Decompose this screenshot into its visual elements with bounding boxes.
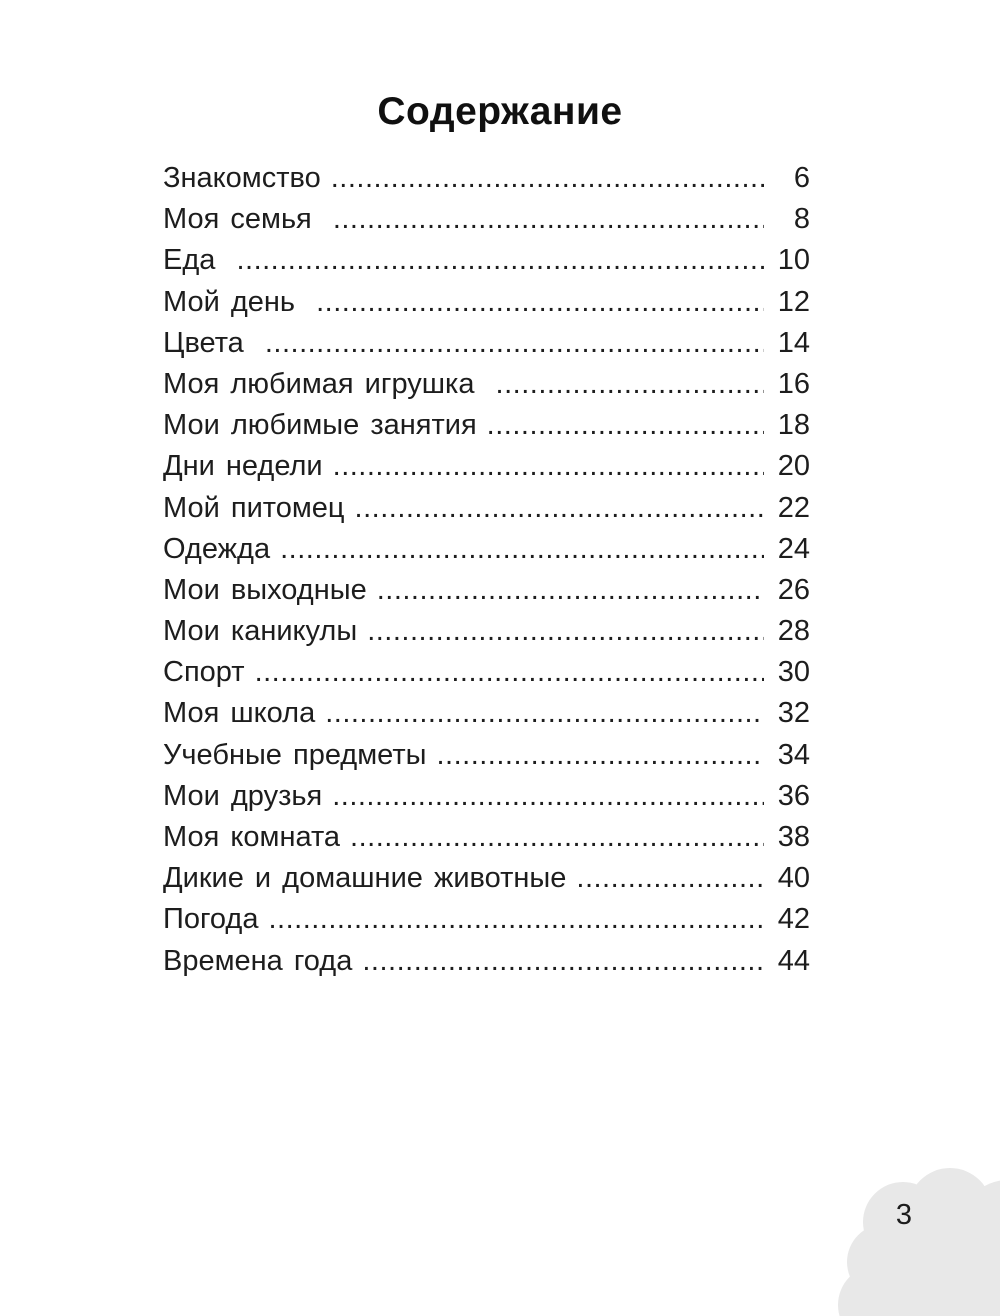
toc-entry-label: Цвета	[163, 326, 255, 359]
toc-entry-page: 30	[777, 656, 810, 689]
toc-entry-label: Мои каникулы	[163, 615, 358, 648]
toc-entry-label: Моя любимая игрушка	[163, 367, 486, 400]
toc-entry-page: 10	[777, 244, 810, 277]
toc-leader-dots	[355, 492, 764, 525]
toc-leader-dots	[332, 780, 764, 813]
toc-entry-page: 24	[777, 532, 810, 565]
toc-leader-dots	[265, 327, 764, 360]
toc-entry-page: 20	[777, 450, 810, 483]
toc-row	[163, 409, 810, 450]
toc-entry-label: Времена года	[163, 944, 353, 977]
toc-entry-label: Еда	[163, 244, 227, 277]
toc-entry-label: Одежда	[163, 532, 271, 565]
toc-row	[163, 945, 810, 986]
toc-entry-page: 36	[777, 779, 810, 812]
toc-entry-label: Учебные предметы	[163, 738, 427, 771]
toc-row	[163, 903, 810, 944]
toc-entry-page: 14	[777, 326, 810, 359]
toc-entry-page: 40	[777, 862, 810, 895]
toc-entry-page: 8	[793, 203, 810, 236]
toc-row	[163, 780, 810, 821]
toc-leader-dots	[436, 739, 764, 772]
toc-entry-label: Моя семья	[163, 203, 323, 236]
toc-leader-dots	[236, 244, 764, 277]
toc-leader-dots	[331, 162, 764, 195]
toc-entry-page: 6	[793, 162, 810, 194]
toc-entry-page: 22	[777, 491, 810, 524]
toc-leader-dots	[377, 574, 764, 607]
toc-entry-page: 18	[777, 409, 810, 442]
toc-entry-label: Моя комната	[163, 821, 341, 853]
toc-row	[163, 533, 810, 574]
toc-entry-page: 44	[777, 944, 810, 977]
toc-entry-label: Мой день	[163, 285, 307, 318]
toc-entry-label: Дикие и домашние животные	[163, 862, 567, 895]
toc-row	[163, 244, 810, 285]
toc-entry-label: Мои любимые занятия	[163, 409, 477, 442]
toc-leader-dots	[316, 286, 764, 319]
page-number: 3	[895, 1199, 913, 1231]
toc-entry-page: 42	[777, 903, 810, 936]
toc-row	[163, 862, 810, 903]
toc-entry-label: Погода	[163, 903, 259, 936]
toc-leader-dots	[496, 368, 764, 401]
page-title: Содержание	[377, 90, 623, 133]
toc-row	[163, 739, 810, 780]
toc-leader-dots	[350, 821, 764, 854]
toc-row	[163, 203, 810, 244]
toc-entry-page: 38	[777, 821, 810, 853]
toc-entry-label: Мои выходные	[163, 573, 367, 606]
toc-row	[163, 492, 810, 533]
toc-row	[163, 656, 810, 697]
toc-entry-page: 12	[777, 285, 810, 318]
toc-entry-label: Моя школа	[163, 697, 316, 730]
toc-row	[163, 162, 810, 203]
toc-leader-dots	[325, 697, 764, 730]
toc-row	[163, 574, 810, 615]
toc-entry-label: Дни недели	[163, 450, 323, 483]
toc-leader-dots	[333, 450, 764, 483]
toc-leader-dots	[333, 203, 764, 236]
toc-leader-dots	[255, 656, 764, 689]
toc-entry-page: 34	[777, 738, 810, 771]
toc-entry-page: 26	[777, 573, 810, 606]
toc-row	[163, 450, 810, 491]
toc-leader-dots	[280, 533, 764, 566]
toc-row	[163, 286, 810, 327]
toc-leader-dots	[576, 862, 764, 895]
toc-row	[163, 821, 810, 862]
toc-row	[163, 368, 810, 409]
toc-entry-page: 16	[777, 367, 810, 400]
toc-leader-dots	[362, 945, 764, 978]
toc-row	[163, 697, 810, 738]
toc-entry-label: Спорт	[163, 656, 245, 689]
toc-leader-dots	[487, 409, 764, 442]
toc-entry-page: 32	[777, 697, 810, 730]
toc-list	[163, 162, 810, 986]
toc-leader-dots	[268, 903, 764, 936]
toc-entry-page: 28	[777, 615, 810, 648]
toc-entry-label: Знакомство	[163, 162, 321, 194]
toc-row	[163, 327, 810, 368]
toc-entry-label: Мой питомец	[163, 491, 345, 524]
toc-leader-dots	[367, 615, 764, 648]
toc-row	[163, 615, 810, 656]
toc-entry-label: Мои друзья	[163, 779, 323, 812]
